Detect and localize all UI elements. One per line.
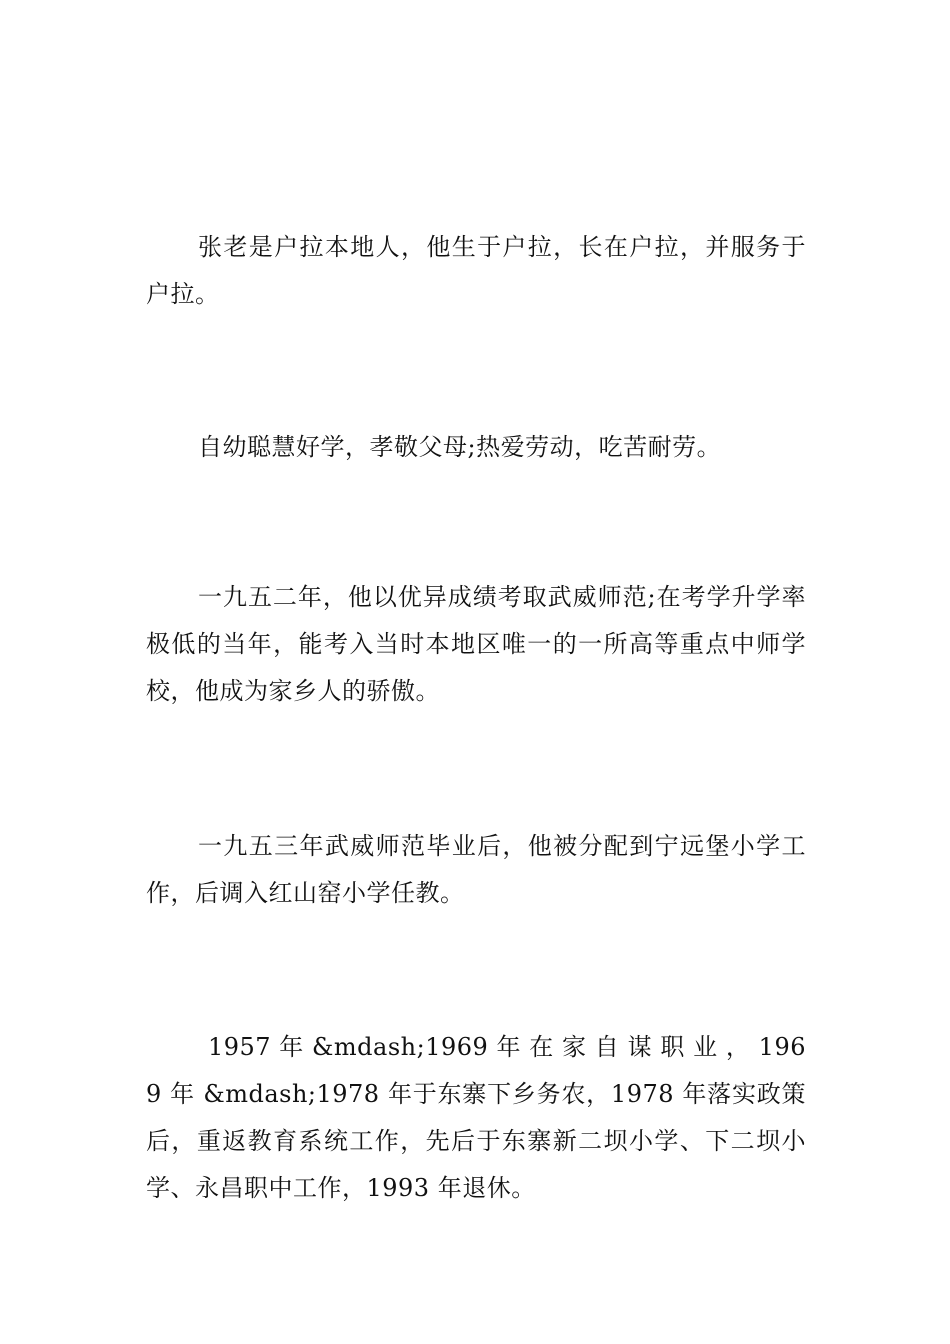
paragraph-origin: 张老是户拉本地人，他生于户拉，长在户拉，并服务于户拉。	[146, 233, 806, 308]
paragraph-graduation-1953: 一九五三年武威师范毕业后，他被分配到宁远堡小学工作，后调入红山窑小学任教。	[146, 832, 806, 907]
paragraph-childhood: 自幼聪慧好学，孝敬父母;热爱劳动，吃苦耐劳。	[198, 433, 722, 461]
paragraph-admission-1952: 一九五二年，他以优异成绩考取武威师范;在考学升学率极低的当年，能考入当时本地区唯一的一所高等重点中师学校，他成为家乡人的骄傲。	[146, 583, 806, 705]
paragraph-career-1957-1993: 1957 年 &mdash;1969 年 在 家 自 谋 职 业 ， 1969 年 &mdash;1978 年于东寨下乡务农，1978 年落实政策后，重返教育系统工作，先后于东寨新二坝小学、下二坝小学、永昌职中工作，1993 年退休。	[146, 1033, 806, 1202]
